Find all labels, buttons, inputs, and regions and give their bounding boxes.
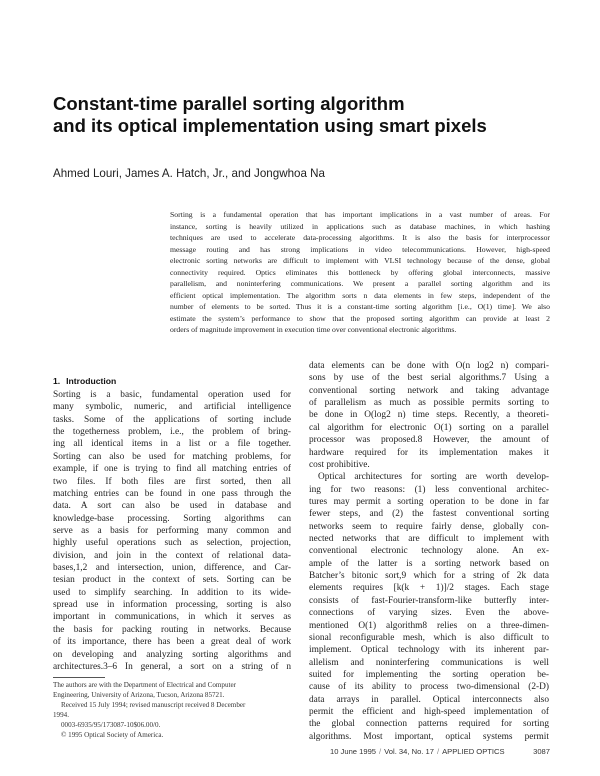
right-column [309, 360, 549, 743]
body-line: many symbolic, numeric, and artificial intelligence [53, 402, 291, 413]
body-line: two files. If both files are first sorted, then all [53, 476, 291, 487]
body-line: on developing and analyzing sorting algorithms and [53, 649, 291, 660]
abstract-line: techniques are used to accelerate data-processing algorithms. It is also the basis for interprocessor [170, 233, 550, 242]
body-line: cal algorithm for electronic O(1) sorting on a parallel [309, 422, 549, 433]
body-line: sons by use of the best serial algorithms.7 Using a [309, 373, 549, 384]
footnote-line: 0003-6935/95/173087-10$06.00/0. [61, 721, 161, 729]
body-line: nected networks that are difficult to implement with [309, 534, 549, 545]
body-line: cost prohibitive. [309, 459, 370, 470]
body-line: Sorting can also be used for matching problems, for [53, 451, 291, 462]
body-line: ing for two reasons: (1) less conventional architec- [309, 484, 549, 495]
body-line: mentioned O(1) algorithm8 relies on a three-dimen- [309, 620, 549, 631]
title-line-2: and its optical implementation using smart pixels [53, 115, 487, 136]
body-line: processor was proposed.8 However, the amount of [309, 435, 549, 446]
body-line: tasks. Some of the applications of sorting include [53, 414, 291, 425]
paper-title [53, 93, 553, 137]
body-line: permit the efficient and high-speed implementation of [309, 707, 549, 718]
footnote-line: 1994. [53, 711, 69, 719]
body-line: division, and join in the context of relational data- [53, 550, 291, 561]
footnote-line: The authors are with the Department of Electrical and Computer [53, 681, 236, 689]
abstract-line: connectivity required. Optics eliminates this bottleneck by offering global interconnects, massive [170, 267, 550, 277]
abstract [170, 209, 550, 336]
body-line: algorithms. Most important, optical systems permit [309, 731, 549, 742]
body-line: Optical architectures for sorting are worth develop- [318, 472, 549, 483]
volume-issue: Vol. 34, No. 17 [384, 747, 434, 756]
body-line: networks seem to require fairly dense, globally con- [309, 521, 549, 532]
body-line: implement. Optical technology with its inherent par- [309, 645, 549, 656]
abstract-line: orders of magnitude improvement in execution time over conventional electronic algorithms. [170, 325, 457, 334]
body-line: bases,1,2 and intersection, union, difference, and Car- [53, 563, 291, 574]
body-line: of its importance, there has been a great deal of work [53, 637, 291, 648]
abstract-line: message routing and has strong implications in video telecommunications. However, high-speed [170, 244, 550, 254]
body-line: cause of its ability to process two-dimensional (2-D) [309, 682, 549, 693]
body-line: elements requires [k(k + 1)]/2 stages. Each stage [309, 583, 549, 594]
body-line: important in communications, in which it serves as [53, 612, 291, 623]
body-line: conventional sorting network and taking advantage [309, 385, 549, 396]
body-line: serve as a basis for performing many common and [53, 525, 291, 536]
abstract-line: parallelism, and noninterfering communications. We present a parallel sorting algorithm and its [170, 279, 550, 288]
footnote-line: © 1995 Optical Society of America. [61, 731, 164, 739]
footnote-line: Received 15 July 1994; revised manuscript received 8 December [61, 701, 246, 709]
footnotes [53, 680, 291, 740]
body-line: allelism and noninterfering communications is well [309, 657, 549, 668]
section-label: Introduction [66, 376, 117, 386]
page-number: 3087 [533, 747, 550, 756]
body-line: the global connection patterns required for sorting [309, 719, 549, 730]
body-line: sional reconfigurable mesh, which is also difficult to [309, 632, 549, 643]
body-line: data. A sort can also be used in database and [53, 501, 291, 512]
body-line: conventional electronic technology alone. An ex- [309, 546, 549, 557]
body-line: knowledge-base processing. Sorting algorithms can [53, 513, 291, 524]
body-line: tesian product in the context of sets. Sorting can be [53, 575, 291, 586]
body-line: fewer steps, and (2) the fastest conventional sorting [309, 509, 549, 520]
body-line: highly useful operations such as selection, projection, [53, 538, 291, 549]
body-line: architectures.3–6 In general, a sort on a string of n [53, 661, 291, 672]
body-line: consists of fast-Fourier-transform-like butterfly inter- [309, 595, 549, 606]
body-line: the basis for packing routing in networks. Because [53, 624, 291, 635]
abstract-line: efficient optical implementation. The algorithm sorts n data elements in few steps, independent of the [170, 290, 550, 300]
body-line: tures may permit a sorting operation to be done in far [309, 496, 549, 507]
abstract-line: instance, sorting is heavily utilized in applications such as database machines, in which hashing [170, 221, 550, 231]
abstract-line: number of elements to be sorted. Thus it is a constant-time sorting algorithm [i.e., O(1) time]. We also [170, 302, 550, 311]
body-line: connections of varying sizes. Even the above- [309, 608, 549, 619]
body-line: hardware required for its implementation makes it [309, 447, 549, 458]
body-line: the togetherness problem, i.e., the problem of bring- [53, 427, 291, 438]
body-line: suited for implementing the sorting operation be- [309, 669, 549, 680]
body-line: ample of the latter is a sorting network based on [309, 558, 549, 569]
body-line: data arrays in parallel. Optical interconnects also [309, 694, 549, 705]
abstract-line: electronic sorting networks are difficult to implement with VLSI technology because of the dense, global [170, 256, 550, 265]
body-line: ing all identical items in a list or a file together. [53, 439, 291, 450]
title-line-1: Constant-time parallel sorting algorithm [53, 93, 405, 114]
section-heading [53, 375, 291, 389]
body-line: used to simplify searching. In addition to its wide- [53, 587, 291, 598]
abstract-line: Sorting is a fundamental operation that has important implications in a vast number of areas. For [170, 210, 550, 219]
body-line: matching entries can be found in one pass through the [53, 488, 291, 499]
section-number: 1. [53, 376, 61, 386]
footnote-line: Engineering, University of Arizona, Tucson, Arizona 85721. [53, 691, 225, 699]
footnote-divider [53, 677, 105, 678]
author-list: Ahmed Louri, James A. Hatch, Jr., and Jongwhoa Na [53, 167, 325, 180]
issue-date: 10 June 1995 [330, 747, 377, 756]
body-line: data elements can be done with O(n log2 n) compari- [309, 361, 549, 371]
body-line: spread use in information processing, sorting is also [53, 600, 291, 611]
body-line: Batcher’s bitonic sort,9 which for a string of 2k data [309, 571, 549, 582]
body-line: example, if one is trying to find all matching entries of [53, 464, 291, 475]
body-line: be done in O(log2 n) time steps. Recently, a theoreti- [309, 410, 549, 421]
left-column [53, 375, 291, 673]
page-footer: 10 June 1995 / Vol. 34, No. 17 / APPLIED OPTICS 3087 [330, 747, 550, 756]
journal-name: APPLIED OPTICS [442, 747, 505, 756]
body-line: of parallelism as much as possible permits sorting to [309, 398, 549, 409]
body-line: Sorting is a basic, fundamental operation used for [53, 390, 291, 400]
abstract-line: estimate the system’s performance to show that the proposed sorting algorithm can provide at least 2 [170, 313, 550, 323]
